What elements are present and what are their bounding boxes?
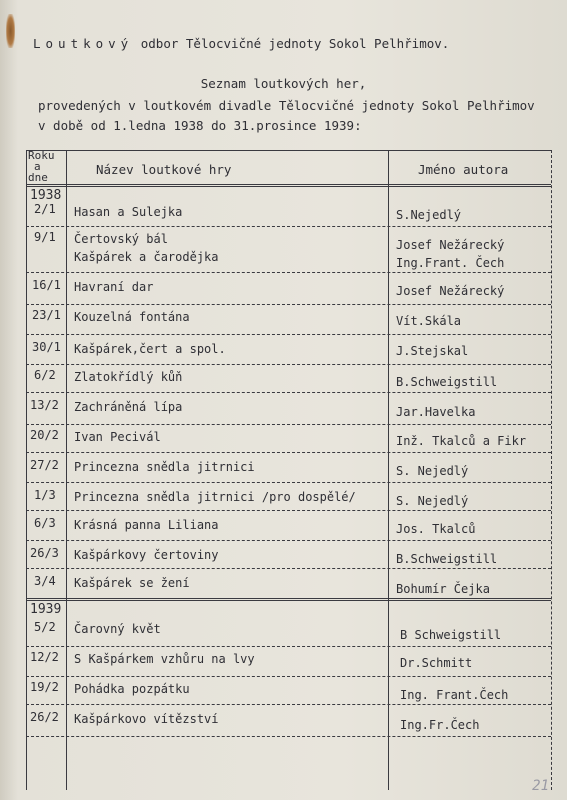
row-name: S Kašpárkem vzhůru na lvy	[74, 652, 255, 666]
row-name: Krásná panna Liliana	[74, 518, 219, 532]
plays-table	[26, 150, 554, 790]
row-separator	[26, 304, 551, 305]
header-spaced-word: Loutkový	[33, 36, 134, 51]
table-divider-author	[388, 150, 389, 790]
col-header-date: Roku a dne	[28, 149, 55, 184]
row-author: Bohumír Čejka	[396, 582, 490, 596]
row-date: 19/2	[30, 680, 59, 694]
row-date: 6/3	[34, 516, 56, 530]
row-author: Josef Nežárecký	[396, 284, 505, 298]
year-separator	[26, 598, 551, 601]
header-rest: odbor Tělocvičné jednoty Sokol Pelhřimov.	[133, 36, 450, 51]
row-author: J.Stejskal	[396, 344, 469, 358]
row-date: 20/2	[30, 428, 59, 442]
row-separator	[26, 392, 551, 393]
row-date: 30/1	[32, 340, 61, 354]
row-date: 13/2	[30, 398, 59, 412]
row-name: Ivan Pecivál	[74, 430, 161, 444]
row-author: Josef Nežárecký	[396, 238, 505, 252]
row-name: Čarovný květ	[74, 622, 161, 636]
row-author: Jos. Tkalců	[396, 522, 476, 536]
row-name: Havraní dar	[74, 280, 154, 294]
page-number-handwritten: 21	[532, 778, 549, 794]
table-divider-date	[66, 150, 67, 790]
row-date: 3/4	[34, 574, 56, 588]
row-date: 12/2	[30, 650, 59, 664]
row-separator	[26, 424, 551, 425]
row-name: Hasan a Sulejka	[74, 205, 183, 219]
row-separator	[26, 736, 551, 737]
row-date: 6/2	[34, 368, 56, 382]
row-name: Kašpárek se žení	[74, 576, 190, 590]
row-author: Inž. Tkalců a Fikr	[396, 434, 527, 448]
row-name: Princezna snědla jitrnici	[74, 460, 255, 474]
row-date: 9/1	[34, 230, 56, 244]
row-separator	[26, 334, 551, 335]
row-date: 16/1	[32, 278, 61, 292]
row-separator	[26, 452, 551, 453]
row-separator	[26, 646, 551, 647]
document-header	[33, 36, 449, 51]
table-border-right	[551, 150, 552, 790]
row-separator	[26, 676, 551, 677]
col-header-name: Název loutkové hry	[96, 162, 232, 177]
row-name: Zachráněná lípa	[74, 400, 183, 414]
row-name: Kašpárkovy čertoviny	[74, 548, 219, 562]
row-author: B Schweigstill	[400, 628, 502, 642]
row-date: 27/2	[30, 458, 59, 472]
row-separator	[26, 568, 551, 569]
row-separator	[26, 510, 551, 511]
row-author: Jar.Havelka	[396, 405, 476, 419]
row-author: B.Schweigstill	[396, 375, 498, 389]
row-separator	[26, 540, 551, 541]
row-name: Zlatokřídlý kůň	[74, 370, 183, 384]
row-author: Vít.Skála	[396, 314, 462, 328]
row-separator	[26, 272, 551, 273]
col-header-author: Jméno autora	[418, 162, 509, 177]
document-title: Seznam loutkových her,	[200, 76, 367, 91]
row-author: Ing.Fr.Čech	[400, 718, 480, 732]
row-name: Princezna snědla jitrnici /pro dospělé/	[74, 490, 356, 504]
row-name: Kašpárek a čarodějka	[74, 250, 219, 264]
row-date: 26/2	[30, 710, 59, 724]
row-date: 23/1	[32, 308, 61, 322]
row-separator	[26, 226, 551, 227]
table-top-line	[26, 150, 551, 151]
row-name: Kouzelná fontána	[74, 310, 190, 324]
row-separator	[26, 364, 551, 365]
row-name: Kašpárek,čert a spol.	[74, 342, 226, 356]
row-date: 5/2	[34, 620, 56, 634]
row-separator	[26, 482, 551, 483]
header-separator	[26, 184, 551, 187]
row-author: Ing.Frant. Čech	[396, 256, 505, 270]
binding-mark	[6, 14, 15, 48]
row-date: 26/3	[30, 546, 59, 560]
row-name: Pohádka pozpátku	[74, 682, 190, 696]
row-name: Kašpárkovo vítězství	[74, 712, 219, 726]
row-author: S. Nejedlý	[396, 494, 469, 508]
row-date: 2/1	[34, 202, 56, 216]
row-name: Čertovský bál	[74, 232, 168, 246]
row-date: 1/3	[34, 488, 56, 502]
row-separator	[26, 704, 551, 705]
row-author: Ing. Frant.Čech	[400, 688, 509, 702]
document-subtitle-line1: provedených v loutkovém divadle Tělocvičné jednoty Sokol Pelhřimov	[38, 98, 535, 113]
year-label: 1938	[30, 188, 62, 203]
row-author: Dr.Schmitt	[400, 656, 473, 670]
row-author: S. Nejedlý	[396, 464, 469, 478]
table-border-left	[26, 150, 27, 790]
year-label: 1939	[30, 602, 62, 617]
row-author: S.Nejedlý	[396, 208, 462, 222]
document-subtitle-line2: v době od 1.ledna 1938 do 31.prosince 1939:	[38, 118, 362, 133]
row-author: B.Schweigstill	[396, 552, 498, 566]
